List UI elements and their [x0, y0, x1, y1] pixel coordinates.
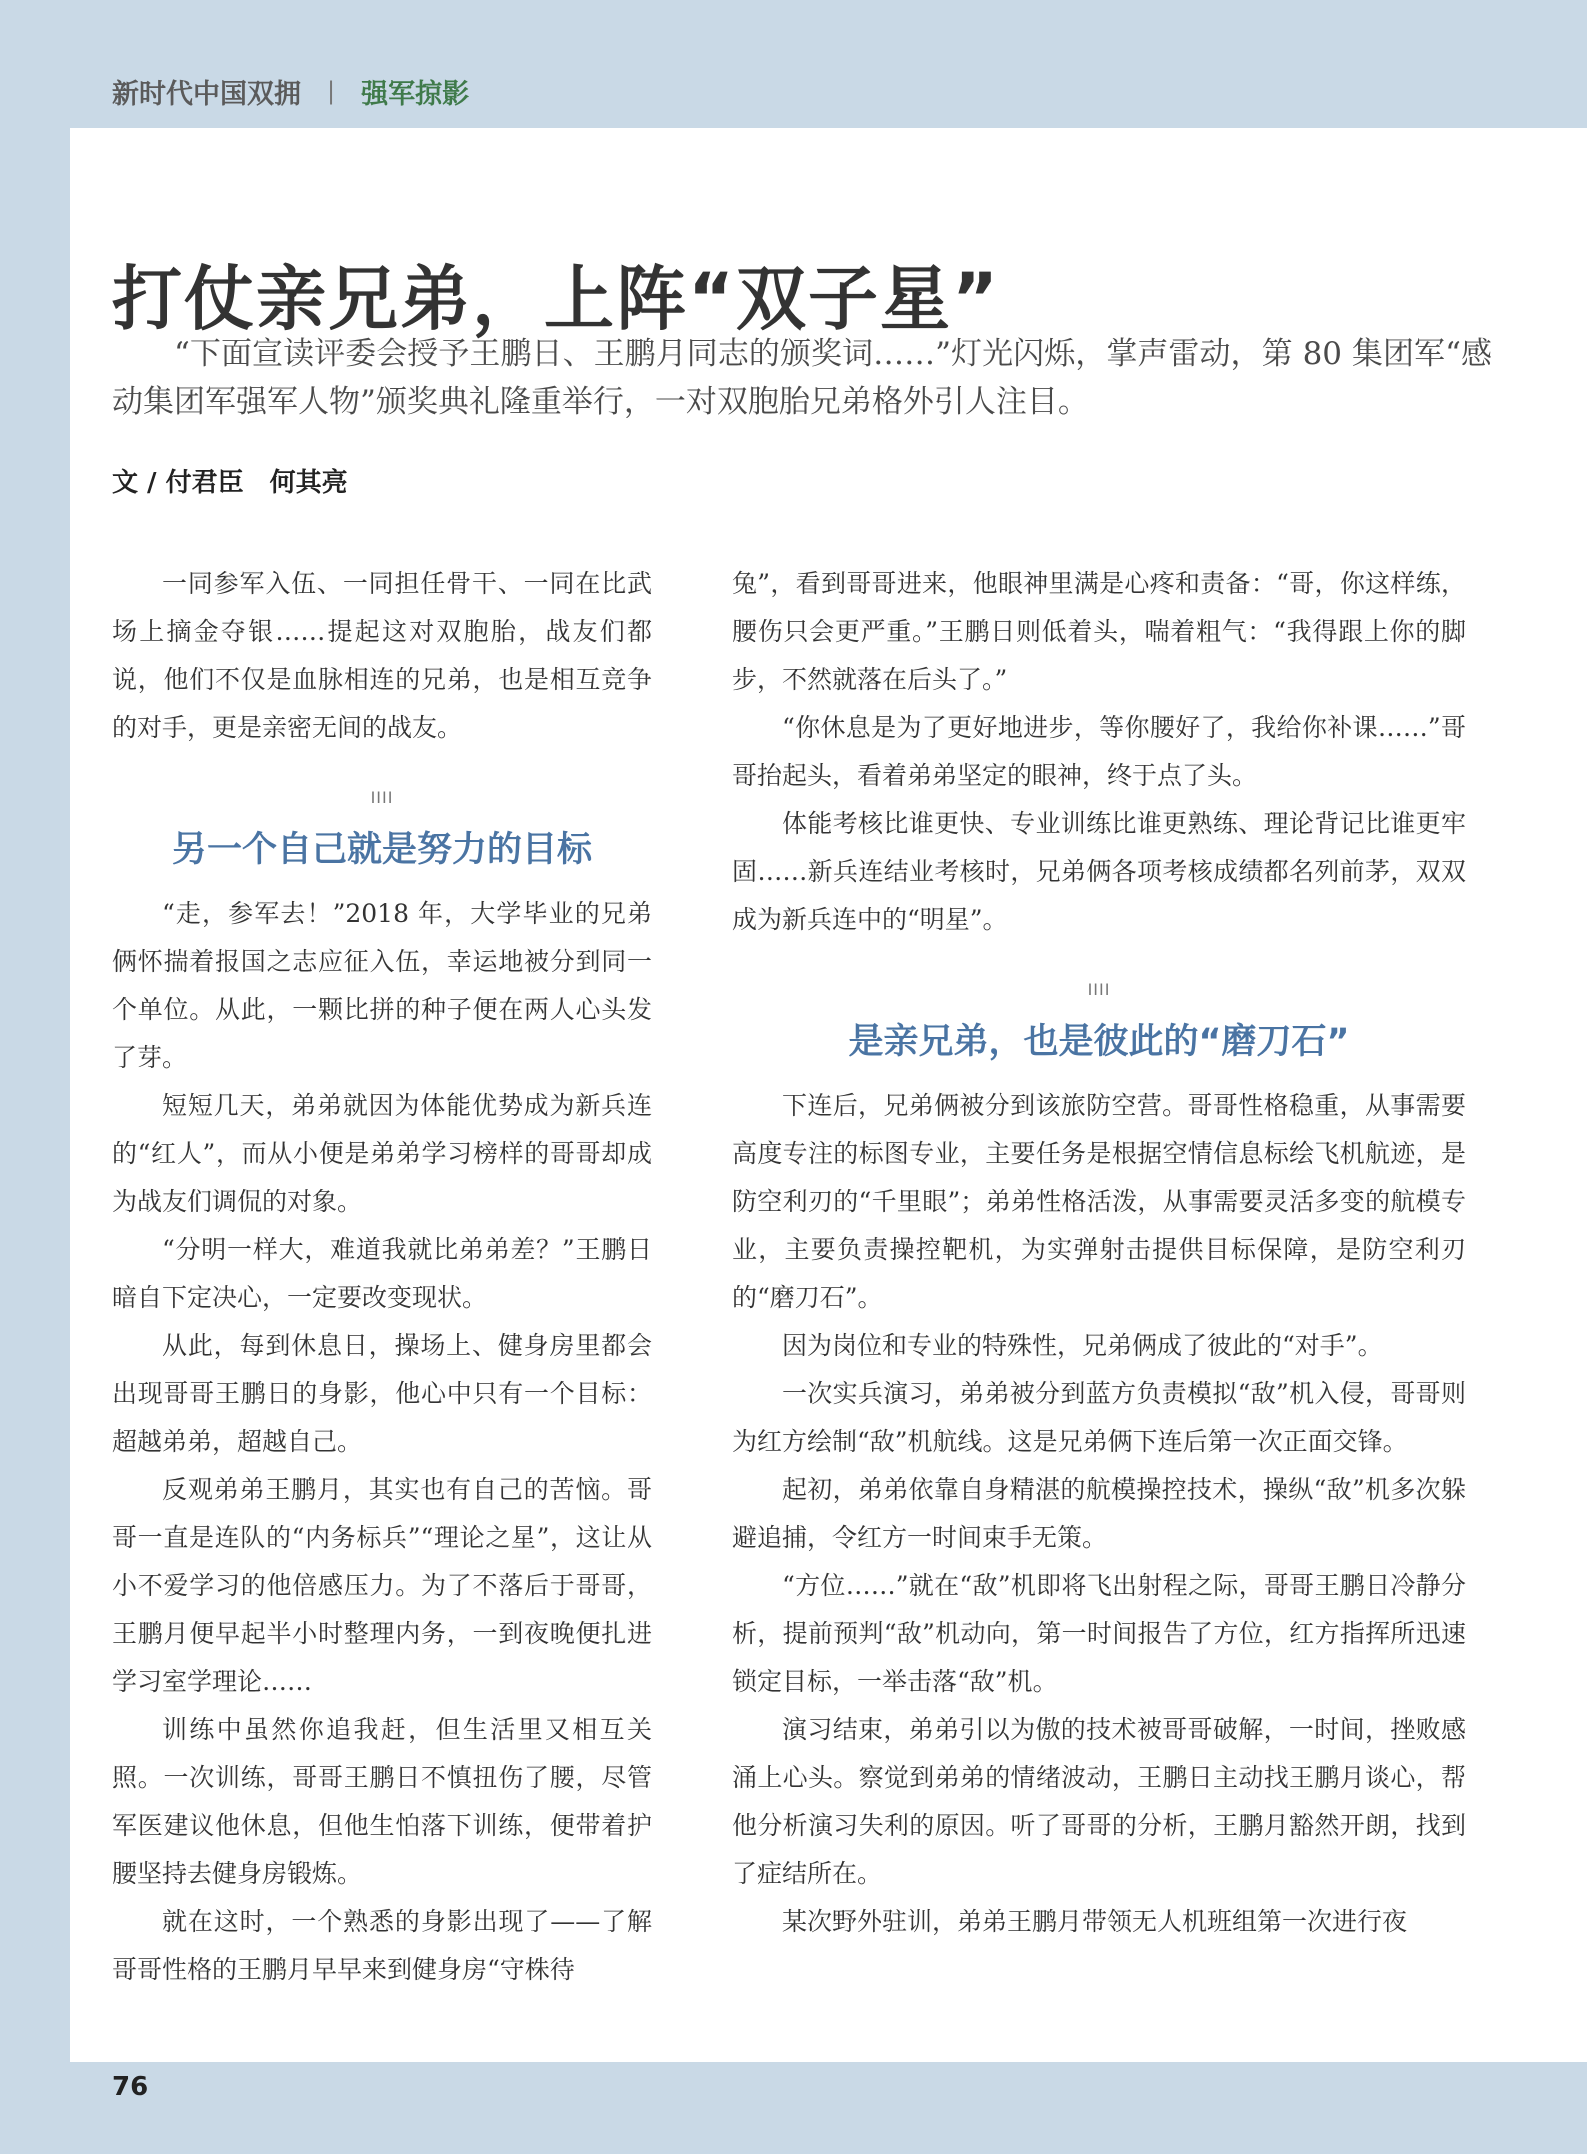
- body-paragraph: 某次野外驻训，弟弟王鹏月带领无人机班组第一次进行夜: [782, 1907, 1408, 1936]
- body-paragraph: “走，参军去！”2018 年，大学毕业的兄弟俩怀揣着报国之志应征入伍，幸运地被分到同一个单位。从此，一颗比拼的种子便在两人心头发了芽。: [112, 899, 652, 1072]
- body-paragraph: 起初，弟弟依靠自身精湛的航模操控技术，操纵“敌”机多次躲避追捕，令红方一时间束手无策。: [732, 1475, 1466, 1552]
- article-byline: 文 / 付君臣 何其亮: [112, 468, 348, 498]
- header-separator: |: [327, 77, 336, 105]
- body-paragraph: 因为岗位和专业的特殊性，兄弟俩成了彼此的“对手”。: [782, 1331, 1383, 1360]
- subheading-2: 是亲兄弟，也是彼此的“磨刀石”: [848, 1022, 1350, 1062]
- body-paragraph: 反观弟弟王鹏月，其实也有自己的苦恼。哥哥一直是连队的“内务标兵”“理论之星”，这让从小不爱学习的他倍感压力。为了不落后于哥哥，王鹏月便早起半小时整理内务，一到夜晚便扎进学习室学理论……: [112, 1475, 652, 1696]
- header-section-name: 新时代中国双拥: [112, 78, 301, 110]
- subheading-1: 另一个自己就是努力的目标: [171, 830, 592, 870]
- body-paragraph: 一次实兵演习，弟弟被分到蓝方负责模拟“敌”机入侵，哥哥则为红方绘制“敌”机航线。这是兄弟俩下连后第一次正面交锋。: [732, 1379, 1466, 1456]
- right-column: [732, 560, 1466, 1946]
- body-paragraph: 从此，每到休息日，操场上、健身房里都会出现哥哥王鹏日的身影，他心中只有一个目标：超越弟弟，超越自己。: [112, 1331, 652, 1456]
- body-paragraph: 就在这时，一个熟悉的身影出现了——了解哥哥性格的王鹏月早早来到健身房“守株待: [112, 1907, 652, 1984]
- body-paragraph: 下连后，兄弟俩被分到该旅防空营。哥哥性格稳重，从事需要高度专注的标图专业，主要任务是根据空情信息标绘飞机航迹，是防空利刃的“千里眼”；弟弟性格活泼，从事需要灵活多变的航模专业，主要负责操控靶机，为实弹射击提供目标保障，是防空利刃的“磨刀石”。: [732, 1091, 1466, 1312]
- body-paragraph: “你休息是为了更好地进步，等你腰好了，我给你补课……”哥哥抬起头，看着弟弟坚定的眼神，终于点了头。: [732, 713, 1466, 790]
- intro-paragraph: 一同参军入伍、一同担任骨干、一同在比武场上摘金夺银……提起这对双胞胎，战友们都说，他们不仅是血脉相连的兄弟，也是相互竞争的对手，更是亲密无间的战友。: [112, 569, 652, 742]
- continued-paragraph: 兔”，看到哥哥进来，他眼神里满是心疼和责备：“哥，你这样练，腰伤只会更严重。”王鹏日则低着头，喘着粗气：“我得跟上你的脚步，不然就落在后头了。”: [732, 569, 1466, 694]
- section-divider-mark: IIII: [370, 788, 394, 807]
- body-paragraph: “方位……”就在“敌”机即将飞出射程之际，哥哥王鹏日冷静分析，提前预判“敌”机动向，第一时间报告了方位，红方指挥所迅速锁定目标，一举击落“敌”机。: [732, 1571, 1466, 1696]
- body-paragraph: 演习结束，弟弟引以为傲的技术被哥哥破解，一时间，挫败感涌上心头。察觉到弟弟的情绪波动，王鹏日主动找王鹏月谈心，帮他分析演习失利的原因。听了哥哥的分析，王鹏月豁然开朗，找到了症结所在。: [732, 1715, 1466, 1888]
- section-divider-mark: IIII: [1087, 980, 1111, 999]
- body-paragraph: 训练中虽然你追我赶，但生活里又相互关照。一次训练，哥哥王鹏日不慎扭伤了腰，尽管军医建议他休息，但他生怕落下训练，便带着护腰坚持去健身房锻炼。: [112, 1715, 652, 1888]
- article-title: 打仗亲兄弟，上阵“双子星”: [112, 257, 1001, 340]
- header-column-name: 强军掠影: [361, 78, 470, 110]
- body-paragraph: 短短几天，弟弟就因为体能优势成为新兵连的“红人”，而从小便是弟弟学习榜样的哥哥却成为战友们调侃的对象。: [112, 1091, 652, 1216]
- page-number: 76: [112, 2072, 149, 2102]
- body-paragraph: “分明一样大，难道我就比弟弟差？”王鹏日暗自下定决心，一定要改变现状。: [112, 1235, 652, 1312]
- running-header: [112, 68, 469, 114]
- left-column: [112, 560, 652, 1994]
- body-paragraph: 体能考核比谁更快、专业训练比谁更熟练、理论背记比谁更牢固……新兵连结业考核时，兄弟俩各项考核成绩都名列前茅，双双成为新兵连中的“明星”。: [732, 809, 1466, 934]
- article-lead: “下面宣读评委会授予王鹏日、王鹏月同志的颁奖词……”灯光闪烁，掌声雷动，第 80 集团军“感动集团军强军人物”颁奖典礼隆重举行，一对双胞胎兄弟格外引人注目。: [112, 336, 1492, 420]
